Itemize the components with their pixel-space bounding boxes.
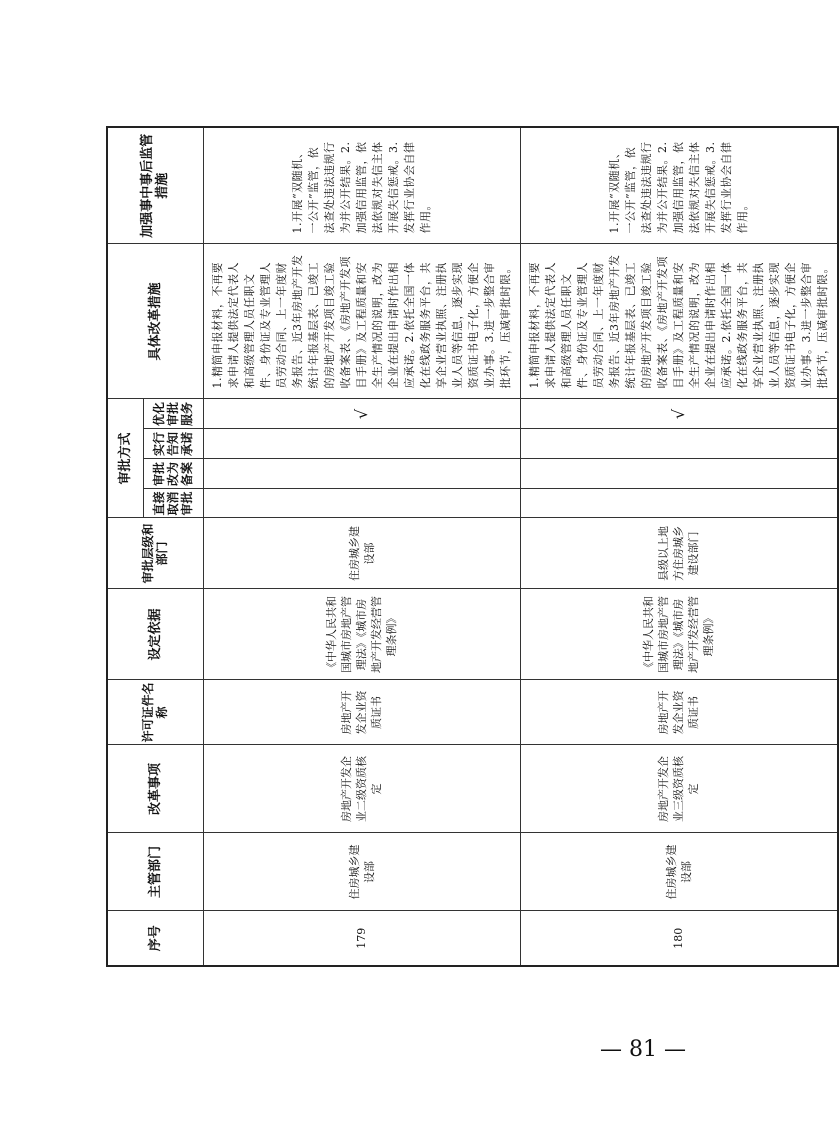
header-mode-record: 审批改为备案 [143, 459, 203, 489]
header-level: 审批层级和部门 [107, 518, 203, 589]
header-mode: 审批方式 [107, 399, 143, 518]
reform-table-sheet [106, 128, 829, 967]
row-license: 房地产开发企业资质证书 [520, 680, 838, 745]
row-basis: 《中华人民共和国城市房地产管理法》《城市房地产开发经营管理条例》 [520, 589, 838, 680]
row-item: 房地产开发企业三级资质核定 [520, 745, 838, 833]
header-item: 改革事项 [107, 745, 203, 833]
rotated-table-frame [106, 128, 829, 967]
row-item: 房地产开发企业二级资质核定 [203, 745, 520, 833]
row-supervision: 1.开展“双随机、一公开”监管，依法查处违法违规行为并公开结果。2.加强信用监管，依法依规对失信主体开展失信惩戒。3.发挥行业协会自律作用。 [520, 127, 838, 244]
reform-table [106, 126, 839, 967]
header-basis: 设定依据 [107, 589, 203, 680]
header-measures: 具体改革措施 [107, 244, 203, 399]
row-check-optimize: √ [203, 399, 520, 429]
header-mode-optimize: 优化审批服务 [143, 399, 203, 429]
row-check-record [520, 459, 838, 489]
row-level: 住房城乡建设部 [203, 518, 520, 589]
row-check-optimize: √ [520, 399, 838, 429]
header-seq: 序号 [107, 911, 203, 966]
table-row [520, 127, 838, 966]
page-number: — 81 — [600, 1037, 686, 1062]
row-check-record [203, 459, 520, 489]
row-dept: 住房城乡建设部 [520, 833, 838, 911]
row-seq: 179 [203, 911, 520, 966]
row-check-commit [520, 429, 838, 459]
row-measures: 1.精简申报材料，不再要求申请人提供法定代表人和高级管理人员任职文件、身份证及专业管理人员劳动合同、上一年度财务报告、近3年房地产开发统计年报基层表、已竣工的房地产开发项目竣工验收备案表、《房地产开发项目手册》及工程质量和安全生产情况的说明，改为企业在提出申请时作出相应承诺。2.依托全国一体化在线政务服务平台，共享企业营业执照、注册执业人员等信息，逐步实现资质证书电子化，方便企业办事。3.进一步整合审批环节，压减审批时限。 [203, 244, 520, 399]
row-dept: 住房城乡建设部 [203, 833, 520, 911]
header-supervision: 加强事中事后监管措施 [107, 127, 203, 244]
header-license: 许可证件名称 [107, 680, 203, 745]
header-mode-cancel: 直接取消审批 [143, 489, 203, 518]
header-dept: 主管部门 [107, 833, 203, 911]
row-check-cancel [203, 489, 520, 518]
row-measures: 1.精简申报材料，不再要求申请人提供法定代表人和高级管理人员任职文件、身份证及专业管理人员劳动合同、上一年度财务报告、近3年房地产开发统计年报基层表、已竣工的房地产开发项目竣工验收备案表、《房地产开发项目手册》及工程质量和安全生产情况的说明，改为企业在提出申请时作出相应承诺。2.依托全国一体化在线政务服务平台，共享企业营业执照、注册执业人员等信息，逐步实现资质证书电子化，方便企业办事。3.进一步整合审批环节，压减审批时限。 [520, 244, 838, 399]
header-mode-commit: 实行告知承诺 [143, 429, 203, 459]
row-level: 县级以上地方住房城乡建设部门 [520, 518, 838, 589]
row-basis: 《中华人民共和国城市房地产管理法》《城市房地产开发经营管理条例》 [203, 589, 520, 680]
row-supervision: 1.开展“双随机、一公开”监管，依法查处违法违规行为并公开结果。2.加强信用监管，依法依规对失信主体开展失信惩戒。3.发挥行业协会自律作用。 [203, 127, 520, 244]
table-row [203, 127, 520, 966]
row-check-cancel [520, 489, 838, 518]
row-check-commit [203, 429, 520, 459]
row-seq: 180 [520, 911, 838, 966]
row-license: 房地产开发企业资质证书 [203, 680, 520, 745]
